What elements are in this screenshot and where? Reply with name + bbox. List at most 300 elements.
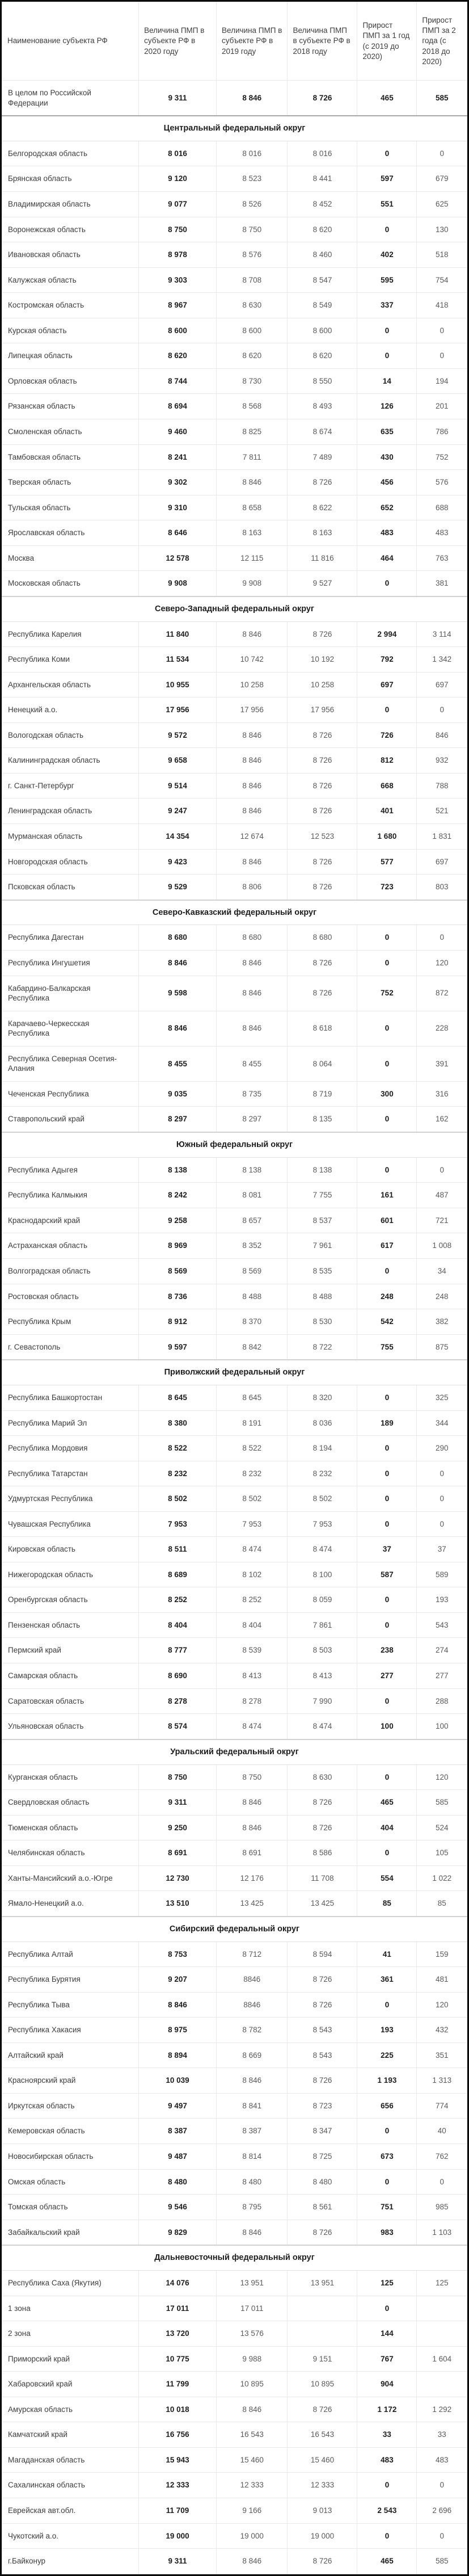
table-row: [2, 2169, 467, 2195]
pmp-2018: 8 726: [288, 875, 357, 900]
growth-1y: 238: [357, 1638, 417, 1663]
growth-1y: 0: [357, 217, 417, 242]
pmp-2019: 8 539: [217, 1638, 288, 1663]
pmp-2018: 8 413: [288, 1663, 357, 1689]
pmp-2019: 7 811: [217, 444, 288, 470]
pmp-2019: 8 387: [217, 2119, 288, 2144]
region-name: Новгородская область: [2, 849, 139, 875]
growth-2y: 483: [417, 520, 467, 546]
pmp-2020: 8 569: [139, 1258, 217, 1284]
region-name: Республика Башкортостан: [2, 1385, 139, 1411]
pmp-2020: 19 000: [139, 2523, 217, 2549]
pmp-2018: 8 622: [288, 495, 357, 520]
growth-2y: 0: [417, 1486, 467, 1512]
pmp-2020: 8 620: [139, 343, 217, 369]
pmp-2019: 8 297: [217, 1107, 288, 1132]
region-name: г. Севастополь: [2, 1334, 139, 1360]
table-row: [2, 293, 467, 318]
pmp-2018: 8 726: [288, 748, 357, 774]
region-name: Республика Крым: [2, 1309, 139, 1335]
growth-2y: 381: [417, 571, 467, 596]
pmp-2020: 10 018: [139, 2397, 217, 2422]
pmp-2018: 8 726: [288, 1992, 357, 2018]
table-row: [2, 1107, 467, 1132]
pmp-2019: 16 543: [217, 2422, 288, 2448]
pmp-2020: 9 514: [139, 773, 217, 799]
growth-2y: 316: [417, 1081, 467, 1107]
table-row: [2, 2018, 467, 2043]
growth-2y: 1 313: [417, 2068, 467, 2094]
pmp-2020: 9 572: [139, 722, 217, 748]
growth-2y: 228: [417, 1011, 467, 1046]
pmp-2020: 16 756: [139, 2422, 217, 2448]
table-row: [2, 1663, 467, 1689]
growth-1y: 755: [357, 1334, 417, 1360]
pmp-2020: 8 480: [139, 2169, 217, 2195]
growth-1y: 41: [357, 1942, 417, 1967]
growth-1y: 0: [357, 697, 417, 723]
section-title: Северо-Западный федеральный округ: [2, 596, 467, 621]
region-name: Кемеровская область: [2, 2119, 139, 2144]
growth-2y: 1 604: [417, 2346, 467, 2372]
pmp-2018: 10 258: [288, 672, 357, 697]
pmp-2018: 17 956: [288, 697, 357, 723]
section-title: Сибирский федеральный округ: [2, 1917, 467, 1942]
region-name: Удмуртская Республика: [2, 1486, 139, 1512]
growth-1y: 726: [357, 722, 417, 748]
pmp-2018: 8 474: [288, 1537, 357, 1562]
growth-2y: 3 114: [417, 621, 467, 647]
pmp-2019: 8 846: [217, 976, 288, 1011]
pmp-2020: 14 076: [139, 2271, 217, 2296]
pmp-2020: 8 380: [139, 1410, 217, 1436]
table-row: [2, 1942, 467, 1967]
table-row: [2, 267, 467, 293]
pmp-2019: 8 191: [217, 1410, 288, 1436]
section-header-row: [2, 2245, 467, 2270]
growth-2y: 391: [417, 1046, 467, 1081]
pmp-2020: 17 011: [139, 2296, 217, 2321]
region-name: В целом по Российской Федерации: [2, 81, 139, 116]
growth-1y: 792: [357, 647, 417, 673]
region-name: Новосибирская область: [2, 2144, 139, 2170]
growth-1y: 617: [357, 1233, 417, 1259]
pmp-2018: 8 620: [288, 217, 357, 242]
pmp-2019: 8 735: [217, 1081, 288, 1107]
table-row: [2, 2321, 467, 2347]
growth-1y: 0: [357, 343, 417, 369]
table-row: [2, 2144, 467, 2170]
growth-1y: 0: [357, 1107, 417, 1132]
pmp-2020: 8 753: [139, 1942, 217, 1967]
region-name: Калининградская область: [2, 748, 139, 774]
table-row: [2, 470, 467, 495]
growth-1y: 668: [357, 773, 417, 799]
region-name: Москва: [2, 545, 139, 571]
header-row: [2, 2, 467, 81]
growth-2y: [417, 2372, 467, 2397]
pmp-2020: 8 522: [139, 1436, 217, 1461]
pmp-2020: 8 404: [139, 1612, 217, 1638]
pmp-2019: 8 846: [217, 748, 288, 774]
growth-1y: 0: [357, 2473, 417, 2498]
pmp-2019: 13 951: [217, 2271, 288, 2296]
table-row: [2, 2220, 467, 2245]
pmp-2020: 8 242: [139, 1183, 217, 1208]
growth-1y: 0: [357, 318, 417, 343]
pmp-2019: 8 278: [217, 1688, 288, 1714]
growth-1y: 904: [357, 2372, 417, 2397]
pmp-2018: 8 723: [288, 2093, 357, 2119]
region-name: Владимирская область: [2, 192, 139, 217]
pmp-2018: 12 333: [288, 2473, 357, 2498]
pmp-2019: 8 455: [217, 1046, 288, 1081]
pmp-2018: 15 460: [288, 2447, 357, 2473]
pmp-2019: 12 333: [217, 2473, 288, 2498]
growth-1y: 542: [357, 1309, 417, 1335]
region-name: Республика Ингушетия: [2, 951, 139, 976]
growth-2y: 0: [417, 1461, 467, 1486]
region-name: Курганская область: [2, 1764, 139, 1790]
growth-1y: 193: [357, 2018, 417, 2043]
table-row: [2, 976, 467, 1011]
table-row: [2, 1183, 467, 1208]
growth-1y: 0: [357, 2119, 417, 2144]
growth-1y: 0: [357, 1992, 417, 2018]
growth-1y: 767: [357, 2346, 417, 2372]
growth-1y: 14: [357, 368, 417, 394]
pmp-2019: 8 846: [217, 951, 288, 976]
growth-1y: 404: [357, 1815, 417, 1840]
pmp-2019: 8 846: [217, 2397, 288, 2422]
pmp-2018: 8 726: [288, 722, 357, 748]
pmp-2018: 11 816: [288, 545, 357, 571]
pmp-2020: 9 311: [139, 2549, 217, 2574]
growth-2y: 803: [417, 875, 467, 900]
growth-2y: 0: [417, 141, 467, 166]
pmp-2018: 8 460: [288, 242, 357, 268]
growth-2y: 325: [417, 1385, 467, 1411]
region-name: Тверская область: [2, 470, 139, 495]
region-name: Ставропольский край: [2, 1107, 139, 1132]
growth-2y: 1 103: [417, 2220, 467, 2245]
pmp-2018: 7 953: [288, 1511, 357, 1537]
pmp-2020: 9 598: [139, 976, 217, 1011]
growth-1y: 0: [357, 1511, 417, 1537]
growth-2y: 762: [417, 2144, 467, 2170]
pmp-2020: 8 912: [139, 1309, 217, 1335]
pmp-2019: 8 846: [217, 799, 288, 824]
growth-1y: 126: [357, 394, 417, 419]
pmp-2020: 8 777: [139, 1638, 217, 1663]
pmp-2020: 8 680: [139, 925, 217, 951]
pmp-2020: 8 967: [139, 293, 217, 318]
growth-1y: 465: [357, 81, 417, 116]
table-row: [2, 773, 467, 799]
table-row: [2, 1208, 467, 1233]
region-name: Красноярский край: [2, 2068, 139, 2094]
table-row: [2, 141, 467, 166]
pmp-2018: 8 474: [288, 1714, 357, 1739]
region-name: Республика Тыва: [2, 1992, 139, 2018]
table-row: [2, 2523, 467, 2549]
pmp-2020: 10 955: [139, 672, 217, 697]
growth-2y: 1 831: [417, 824, 467, 850]
pmp-2018: 8 347: [288, 2119, 357, 2144]
growth-2y: 0: [417, 318, 467, 343]
growth-1y: 456: [357, 470, 417, 495]
region-name: Республика Марий Эл: [2, 1410, 139, 1436]
section-title: Южный федеральный округ: [2, 1132, 467, 1157]
growth-2y: 589: [417, 1562, 467, 1587]
growth-2y: 194: [417, 368, 467, 394]
pmp-2020: 17 956: [139, 697, 217, 723]
region-name: Ростовская область: [2, 1284, 139, 1309]
growth-2y: 872: [417, 976, 467, 1011]
pmp-2018: 9 151: [288, 2346, 357, 2372]
pmp-2018: 7 861: [288, 1612, 357, 1638]
pmp-2018: 8 100: [288, 1562, 357, 1587]
col-header-pmp-2018: Величина ПМП в субъекте РФ в 2018 году: [288, 2, 357, 81]
table-row: [2, 1815, 467, 1840]
region-name: Ивановская область: [2, 242, 139, 268]
table-row: [2, 318, 467, 343]
growth-2y: 162: [417, 1107, 467, 1132]
pmp-2018: 9 527: [288, 571, 357, 596]
region-name: Тюменская область: [2, 1815, 139, 1840]
pmp-2019: 8 846: [217, 773, 288, 799]
pmp-2018: 7 489: [288, 444, 357, 470]
pmp-2020: 10 775: [139, 2346, 217, 2372]
pmp-2018: 8 618: [288, 1011, 357, 1046]
pmp-2018: 8 726: [288, 81, 357, 116]
section-header-row: [2, 900, 467, 925]
pmp-2020: 8 016: [139, 141, 217, 166]
growth-1y: 401: [357, 799, 417, 824]
growth-2y: 524: [417, 1815, 467, 1840]
growth-1y: 337: [357, 293, 417, 318]
pmp-2020: 13 720: [139, 2321, 217, 2347]
growth-1y: 723: [357, 875, 417, 900]
pmp-2020: 9 311: [139, 1790, 217, 1816]
pmp-2019: 8 782: [217, 2018, 288, 2043]
region-name: Республика Северная Осетия-Алания: [2, 1046, 139, 1081]
pmp-2020: 8 455: [139, 1046, 217, 1081]
growth-1y: 0: [357, 2169, 417, 2195]
region-name: Вологодская область: [2, 722, 139, 748]
growth-2y: [417, 2296, 467, 2321]
pmp-2019: 13 576: [217, 2321, 288, 2347]
growth-1y: 483: [357, 2447, 417, 2473]
pmp-2018: 8 549: [288, 293, 357, 318]
table-row: [2, 444, 467, 470]
growth-2y: 481: [417, 1967, 467, 1993]
table-row: [2, 2498, 467, 2523]
pmp-2018: 13 425: [288, 1891, 357, 1917]
growth-1y: 812: [357, 748, 417, 774]
table-row: [2, 748, 467, 774]
pmp-2018: 8 059: [288, 1587, 357, 1613]
region-name: Чеченская Республика: [2, 1081, 139, 1107]
growth-1y: 144: [357, 2321, 417, 2347]
pmp-2020: 9 310: [139, 495, 217, 520]
pmp-2018: 8 550: [288, 368, 357, 394]
region-name: Рязанская область: [2, 394, 139, 419]
pmp-2019: 8 523: [217, 166, 288, 192]
pmp-2018: 8 502: [288, 1486, 357, 1512]
pmp-2019: 19 000: [217, 2523, 288, 2549]
growth-2y: 120: [417, 951, 467, 976]
pmp-2019: 13 425: [217, 1891, 288, 1917]
growth-1y: 0: [357, 2296, 417, 2321]
region-name: Краснодарский край: [2, 1208, 139, 1233]
growth-1y: 464: [357, 545, 417, 571]
pmp-2019: 8 630: [217, 293, 288, 318]
growth-1y: 0: [357, 1436, 417, 1461]
table-row: [2, 520, 467, 546]
region-name: Свердловская область: [2, 1790, 139, 1816]
table-row: [2, 1612, 467, 1638]
pmp-2018: 8 726: [288, 799, 357, 824]
pmp-2019: 8 806: [217, 875, 288, 900]
growth-1y: 0: [357, 1612, 417, 1638]
growth-2y: 985: [417, 2195, 467, 2220]
pmp-2020: 14 354: [139, 824, 217, 850]
pmp-2018: 8 726: [288, 2397, 357, 2422]
table-row: [2, 2447, 467, 2473]
growth-1y: 697: [357, 672, 417, 697]
growth-2y: 774: [417, 2093, 467, 2119]
pmp-2018: 8 163: [288, 520, 357, 546]
growth-2y: 0: [417, 1511, 467, 1537]
region-name: Республика Саха (Якутия): [2, 2271, 139, 2296]
pmp-2018: 8 722: [288, 1334, 357, 1360]
region-name: Московская область: [2, 571, 139, 596]
pmp-2018: 13 951: [288, 2271, 357, 2296]
growth-2y: 521: [417, 799, 467, 824]
pmp-2020: 8 297: [139, 1107, 217, 1132]
pmp-table: [2, 2, 467, 2574]
table-row: [2, 824, 467, 850]
region-name: Самарская область: [2, 1663, 139, 1689]
pmp-2019: 10 258: [217, 672, 288, 697]
table-row: [2, 621, 467, 647]
growth-2y: 418: [417, 293, 467, 318]
region-name: Иркутская область: [2, 2093, 139, 2119]
pmp-2018: 10 192: [288, 647, 357, 673]
pmp-2020: 8 969: [139, 1233, 217, 1259]
region-name: Челябинская область: [2, 1840, 139, 1866]
region-name: Мурманская область: [2, 824, 139, 850]
pmp-2020: 9 497: [139, 2093, 217, 2119]
section-title: Приволжский федеральный округ: [2, 1360, 467, 1385]
pmp-2020: 9 460: [139, 419, 217, 444]
region-name: Ямало-Ненецкий а.о.: [2, 1891, 139, 1917]
growth-1y: 0: [357, 141, 417, 166]
table-row: [2, 799, 467, 824]
growth-1y: 0: [357, 2523, 417, 2549]
growth-1y: 635: [357, 419, 417, 444]
table-row: [2, 1233, 467, 1259]
pmp-2020: 13 510: [139, 1891, 217, 1917]
growth-2y: 688: [417, 495, 467, 520]
region-name: Тамбовская область: [2, 444, 139, 470]
growth-2y: [417, 2321, 467, 2347]
growth-2y: 875: [417, 1334, 467, 1360]
pmp-2020: 9 250: [139, 1815, 217, 1840]
pmp-2020: 8 387: [139, 2119, 217, 2144]
table-row: [2, 1714, 467, 1739]
growth-1y: 430: [357, 444, 417, 470]
pmp-2020: 8 646: [139, 520, 217, 546]
growth-2y: 721: [417, 1208, 467, 1233]
table-row: [2, 571, 467, 596]
pmp-2019: 8846: [217, 1967, 288, 1993]
col-header-pmp-2019: Величина ПМП в субъекте РФ в 2019 году: [217, 2, 288, 81]
table-row: [2, 2068, 467, 2094]
pmp-2020: 8 846: [139, 1011, 217, 1046]
growth-2y: 679: [417, 166, 467, 192]
pmp-2018: 7 990: [288, 1688, 357, 1714]
pmp-2019: 8 645: [217, 1385, 288, 1411]
region-name: Алтайский край: [2, 2043, 139, 2068]
growth-2y: 159: [417, 1942, 467, 1967]
region-name: Кировская область: [2, 1537, 139, 1562]
pmp-2019: 8 708: [217, 267, 288, 293]
table-row: [2, 951, 467, 976]
region-name: Тульская область: [2, 495, 139, 520]
pmp-2018: 8 016: [288, 141, 357, 166]
growth-2y: 100: [417, 1714, 467, 1739]
region-name: Республика Адыгея: [2, 1157, 139, 1183]
pmp-2019: 8 814: [217, 2144, 288, 2170]
growth-2y: 752: [417, 444, 467, 470]
growth-1y: 595: [357, 267, 417, 293]
growth-2y: 248: [417, 1284, 467, 1309]
pmp-2019: 8 825: [217, 419, 288, 444]
pmp-2020: 8 278: [139, 1688, 217, 1714]
pmp-2019: 8 576: [217, 242, 288, 268]
pmp-2020: 8 750: [139, 1764, 217, 1790]
pmp-2019: 8 568: [217, 394, 288, 419]
pmp-2018: 8 547: [288, 267, 357, 293]
pmp-2020: 9 303: [139, 267, 217, 293]
col-header-pmp-2020: Величина ПМП в субъекте РФ в 2020 году: [139, 2, 217, 81]
pmp-2018: 8 586: [288, 1840, 357, 1866]
table-row: [2, 2372, 467, 2397]
pmp-2019: 8 846: [217, 621, 288, 647]
growth-2y: 125: [417, 2271, 467, 2296]
region-name: Республика Калмыкия: [2, 1183, 139, 1208]
table-row: [2, 1385, 467, 1411]
growth-2y: 0: [417, 2169, 467, 2195]
growth-2y: 0: [417, 2473, 467, 2498]
pmp-2020: 9 302: [139, 470, 217, 495]
pmp-2019: 10 742: [217, 647, 288, 673]
growth-1y: 0: [357, 951, 417, 976]
col-header-growth-2y: Прирост ПМП за 2 года (с 2018 до 2020): [417, 2, 467, 81]
section-header-row: [2, 1360, 467, 1385]
pmp-2018: 8 600: [288, 318, 357, 343]
pmp-2018: 12 523: [288, 824, 357, 850]
table-row: [2, 343, 467, 369]
pmp-2020: 8 232: [139, 1461, 217, 1486]
pmp-2018: 11 708: [288, 1865, 357, 1891]
pmp-2019: 8 846: [217, 1011, 288, 1046]
growth-2y: 846: [417, 722, 467, 748]
table-row: [2, 875, 467, 900]
growth-2y: 754: [417, 267, 467, 293]
